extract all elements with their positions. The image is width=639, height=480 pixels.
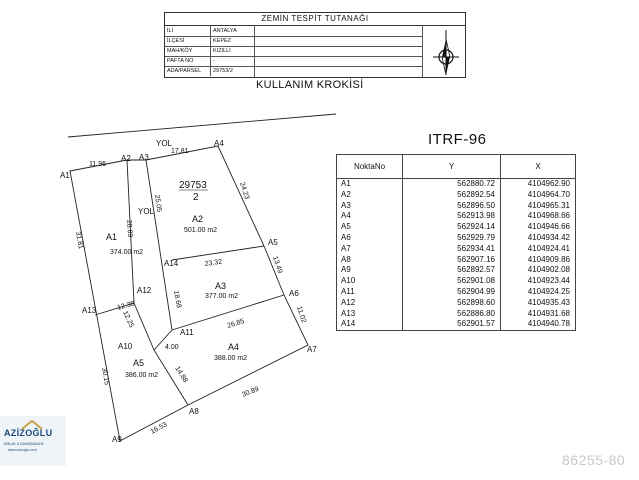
y-coordinate-cell: 562934.41 bbox=[403, 244, 501, 255]
length-label: 12.25 bbox=[121, 309, 135, 329]
table-header-row bbox=[337, 155, 576, 179]
length-label: 30.89 bbox=[241, 385, 261, 399]
table-row bbox=[337, 233, 576, 244]
table-row bbox=[337, 201, 576, 212]
length-label: 30.15 bbox=[100, 367, 110, 386]
x-coordinate-cell: 4104924.41 bbox=[501, 244, 576, 255]
parcel-divider bbox=[146, 160, 172, 330]
length-label: 18.68 bbox=[172, 290, 182, 309]
length-label: 16.53 bbox=[149, 421, 169, 436]
coordinate-system-title: ITRF-96 bbox=[428, 131, 487, 148]
point-id-cell: A10 bbox=[341, 276, 356, 286]
x-coordinate-cell: 4104964.70 bbox=[501, 190, 576, 201]
table-row bbox=[337, 276, 576, 287]
header-label: ADA/PARSEL bbox=[167, 68, 202, 74]
coordinate-table bbox=[336, 154, 576, 331]
x-coordinate-cell: 4104902.08 bbox=[501, 265, 576, 276]
table-row bbox=[337, 298, 576, 309]
area-name: A4 bbox=[228, 342, 240, 352]
parcel-sub: 2 bbox=[193, 192, 199, 203]
point-label: A14 bbox=[164, 259, 179, 268]
area-size: 377.00 m2 bbox=[205, 293, 239, 300]
y-coordinate-cell: 562892.57 bbox=[403, 265, 501, 276]
area-name: A1 bbox=[106, 232, 118, 242]
table-row bbox=[337, 319, 576, 330]
point-id-cell: A3 bbox=[341, 200, 351, 210]
length-label: 26.85 bbox=[226, 318, 246, 330]
road-label: YOL bbox=[138, 207, 155, 216]
x-coordinate-cell: 4104923.44 bbox=[501, 276, 576, 287]
point-label: A6 bbox=[289, 289, 299, 298]
area-size: 501.00 m2 bbox=[184, 227, 218, 234]
x-coordinate-cell: 4104946.66 bbox=[501, 222, 576, 233]
road-edge-line bbox=[68, 114, 336, 137]
road-label: YOL bbox=[156, 139, 173, 148]
point-id-cell: A13 bbox=[341, 308, 356, 318]
header-label: PAFTA NO bbox=[167, 58, 194, 64]
x-coordinate-cell: 4104935.43 bbox=[501, 298, 576, 309]
header-label: İLÇESİ bbox=[167, 38, 185, 44]
length-label: 17.81 bbox=[171, 148, 189, 155]
point-id-cell: A9 bbox=[341, 265, 351, 275]
table-row bbox=[337, 222, 576, 233]
document-title: ZEMİN TESPİT TUTANAĞI bbox=[165, 13, 465, 26]
point-label: A9 bbox=[112, 435, 122, 444]
point-label: A13 bbox=[82, 306, 97, 315]
length-label: 11.96 bbox=[89, 161, 106, 168]
point-label: A4 bbox=[214, 139, 224, 148]
x-coordinate-cell: 4104934.42 bbox=[501, 233, 576, 244]
y-coordinate-cell: 562896.50 bbox=[403, 201, 501, 212]
area-name: A3 bbox=[215, 281, 227, 291]
y-coordinate-cell: 562907.16 bbox=[403, 255, 501, 266]
area-size: 374.00 m2 bbox=[110, 249, 144, 256]
point-label: A11 bbox=[180, 328, 194, 337]
column-header: X bbox=[501, 155, 576, 179]
length-label: 14.88 bbox=[173, 365, 189, 384]
point-id-cell: A11 bbox=[341, 286, 355, 296]
length-label: 31.81 bbox=[74, 231, 84, 250]
table-row bbox=[337, 265, 576, 276]
length-label: 25.05 bbox=[153, 194, 163, 213]
table-row bbox=[337, 287, 576, 298]
parcel-divider bbox=[134, 303, 154, 350]
length-label: 23.32 bbox=[204, 258, 223, 268]
area-size: 386.00 m2 bbox=[125, 372, 159, 379]
point-label: A12 bbox=[137, 286, 152, 295]
y-coordinate-cell: 562929.79 bbox=[403, 233, 501, 244]
header-value: KIZILLI bbox=[210, 46, 231, 56]
y-coordinate-cell: 562904.99 bbox=[403, 287, 501, 298]
point-id-cell: A5 bbox=[341, 222, 351, 232]
length-label: 24.23 bbox=[238, 181, 251, 201]
table-row bbox=[337, 244, 576, 255]
y-coordinate-cell: 562886.80 bbox=[403, 309, 501, 320]
header-value: KEPEZ bbox=[210, 36, 231, 46]
header-value: ANTALYA bbox=[210, 26, 237, 36]
x-coordinate-cell: 4104962.90 bbox=[501, 179, 576, 190]
point-label: A5 bbox=[268, 238, 278, 247]
area-size: 388.00 m2 bbox=[214, 355, 248, 362]
header-label: İLİ bbox=[167, 28, 174, 34]
x-coordinate-cell: 4104931.68 bbox=[501, 309, 576, 320]
point-id-cell: A4 bbox=[341, 211, 351, 221]
point-label: A7 bbox=[307, 345, 317, 354]
header-value: - bbox=[210, 56, 215, 66]
x-coordinate-cell: 4104940.78 bbox=[501, 319, 576, 330]
plan-title: KULLANIM KROKİSİ bbox=[256, 79, 364, 91]
company-logo bbox=[0, 416, 66, 466]
x-coordinate-cell: 4104968.66 bbox=[501, 211, 576, 222]
length-label: 12.38 bbox=[116, 300, 136, 312]
y-coordinate-cell: 562901.08 bbox=[403, 276, 501, 287]
logo-brand: AZİZOĞLU bbox=[4, 428, 53, 438]
area-name: A2 bbox=[192, 214, 204, 224]
point-id-cell: A8 bbox=[341, 254, 351, 264]
x-coordinate-cell: 4104965.31 bbox=[501, 201, 576, 212]
y-coordinate-cell: 562924.14 bbox=[403, 222, 501, 233]
x-coordinate-cell: 4104909.86 bbox=[501, 255, 576, 266]
point-label: A3 bbox=[139, 153, 149, 162]
header-value: 29753/2 bbox=[210, 66, 233, 76]
table-row bbox=[337, 309, 576, 320]
y-coordinate-cell: 562880.72 bbox=[403, 179, 501, 190]
x-coordinate-cell: 4104924.25 bbox=[501, 287, 576, 298]
listing-watermark: 86255-80 bbox=[562, 452, 626, 468]
area-name: A5 bbox=[133, 358, 145, 368]
logo-tagline: EMLAK & DANIŞMANLIK bbox=[4, 442, 44, 446]
point-id-cell: A2 bbox=[341, 189, 351, 199]
point-label: A2 bbox=[121, 154, 131, 163]
point-label: A8 bbox=[189, 407, 199, 416]
table-row bbox=[337, 190, 576, 201]
y-coordinate-cell: 562913.98 bbox=[403, 211, 501, 222]
point-label: A10 bbox=[118, 342, 133, 351]
y-coordinate-cell: 562898.60 bbox=[403, 298, 501, 309]
length-label: 13.49 bbox=[271, 255, 284, 275]
y-coordinate-cell: 562892.54 bbox=[403, 190, 501, 201]
parcel-divider bbox=[172, 246, 264, 260]
y-coordinate-cell: 562901.57 bbox=[403, 319, 501, 330]
header-label: MAH/KÖY bbox=[167, 48, 193, 54]
point-id-cell: A12 bbox=[341, 297, 356, 307]
table-body bbox=[337, 179, 576, 331]
table-row bbox=[337, 211, 576, 222]
length-label: 28.89 bbox=[125, 219, 134, 238]
point-id-cell: A14 bbox=[341, 319, 356, 329]
point-id-cell: A1 bbox=[341, 179, 351, 188]
table-row bbox=[337, 255, 576, 266]
column-header: NoktaNo bbox=[337, 155, 403, 179]
point-label: A1 bbox=[60, 171, 70, 180]
point-id-cell: A6 bbox=[341, 232, 351, 242]
parcel-number: 29753 bbox=[179, 180, 207, 191]
point-id-cell: A7 bbox=[341, 243, 351, 253]
table-row bbox=[337, 179, 576, 190]
column-header: Y bbox=[403, 155, 501, 179]
logo-website: www.azizoglu.com bbox=[8, 448, 37, 452]
length-label: 4.00 bbox=[165, 344, 179, 351]
length-label: 11.02 bbox=[295, 305, 308, 324]
